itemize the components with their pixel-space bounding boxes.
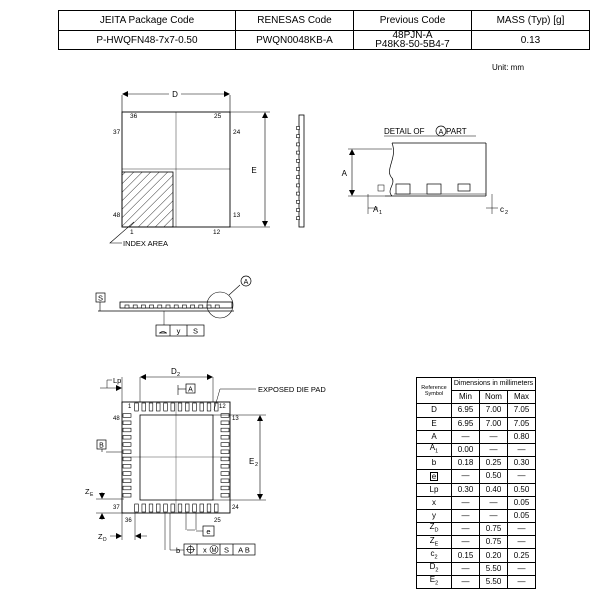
dimension-max: 0.05: [508, 496, 536, 509]
fcf-s: S: [223, 545, 230, 555]
terminal-pad: [199, 305, 203, 308]
dimension-symbol: [417, 404, 452, 417]
dimension-symbol: [417, 483, 452, 496]
side-tol-s: S: [192, 326, 199, 336]
pin-label-25: 25: [214, 113, 222, 120]
bottom-dim-lp: Lp: [113, 376, 122, 385]
exposed-die-pad-label: EXPOSED DIE PAD: [258, 385, 326, 394]
dimension-max: 0.30: [508, 457, 536, 470]
dimension-min: —: [452, 523, 480, 536]
dimension-row: [417, 496, 536, 509]
pin-label-37: 37: [113, 129, 121, 136]
terminal-pad: [133, 305, 137, 308]
terminal-pad: [123, 450, 131, 454]
dimension-row: [417, 549, 536, 562]
terminal-pad: [123, 472, 131, 476]
dimension-max: —: [508, 536, 536, 549]
dimension-min: —: [452, 562, 480, 575]
terminal-pad: [123, 435, 131, 439]
dimension-min: —: [452, 470, 480, 483]
fcf-ab: A B: [238, 545, 250, 555]
terminal-pad: [156, 504, 160, 512]
header-jeita: JEITA Package Code: [59, 11, 236, 31]
dimension-symbol-sub: 2: [435, 567, 439, 574]
pin-label-48: 48: [113, 212, 121, 219]
terminal-pad: [123, 421, 131, 425]
dimension-row: [417, 575, 536, 588]
dimension-symbol-text: E: [431, 418, 437, 428]
dimension-max: 7.05: [508, 417, 536, 430]
dimension-nom: —: [480, 496, 508, 509]
terminal-pad: [182, 305, 186, 308]
fcf-m: M: [211, 548, 217, 554]
terminal-pad: [191, 305, 195, 308]
dimension-symbol-text: Z: [429, 535, 435, 545]
dimension-symbol-text: b: [431, 458, 437, 468]
dimension-symbol: [417, 496, 452, 509]
dimension-nom: 0.20: [480, 549, 508, 562]
dimension-nom: 0.50: [480, 470, 508, 483]
terminal-pad: [142, 504, 146, 512]
dimension-max: —: [508, 443, 536, 456]
terminal-pad: [200, 504, 204, 512]
end-view: [297, 115, 305, 227]
terminal-pad: [123, 428, 131, 432]
terminal-pad: [142, 403, 146, 411]
terminal-pad: [123, 479, 131, 483]
dimension-table: [416, 377, 536, 589]
dimension-symbol: [417, 443, 452, 456]
terminal-pad: [221, 464, 229, 468]
terminal-pad: [297, 135, 300, 138]
dimension-max: —: [508, 562, 536, 575]
bottom-pin-24: 24: [232, 505, 239, 511]
dimension-symbol: [417, 457, 452, 470]
ref-header-line2: Symbol: [424, 390, 444, 397]
dimension-max: 0.80: [508, 430, 536, 443]
dimension-min: 0.18: [452, 457, 480, 470]
terminal-pad: [221, 493, 229, 497]
pin-label-13: 13: [233, 212, 241, 219]
terminal-pad: [200, 403, 204, 411]
terminal-pad: [149, 403, 153, 411]
dimension-max: 0.50: [508, 483, 536, 496]
dimension-min: —: [452, 536, 480, 549]
jeita-code: P-HWQFN48-7x7-0.50: [59, 31, 236, 50]
pin-label-24: 24: [233, 129, 241, 136]
bottom-dim-d2: D: [171, 367, 177, 376]
bottom-pin-37: 37: [113, 505, 120, 511]
terminal-pad: [297, 151, 300, 154]
dimension-nom: 0.75: [480, 523, 508, 536]
terminal-pad: [125, 305, 129, 308]
bottom-dim-ze: Z: [85, 487, 90, 496]
terminal-pad: [221, 428, 229, 432]
bottom-pin-48: 48: [113, 416, 120, 422]
terminal-pad: [221, 486, 229, 490]
dimension-row: [417, 417, 536, 430]
header-mass: MASS (Typ) [g]: [472, 11, 590, 31]
terminal-pad: [193, 403, 197, 411]
dimension-max: 0.05: [508, 509, 536, 522]
top-view: [110, 89, 270, 248]
terminal-pad: [297, 217, 300, 220]
previous-code-line1: 48PJN-A: [392, 30, 433, 41]
bottom-pin-36: 36: [125, 518, 132, 524]
terminal-pad: [297, 159, 300, 162]
bottom-datum-b: B: [99, 442, 104, 450]
terminal-pad: [171, 403, 175, 411]
mass-value: 0.13: [472, 31, 590, 50]
terminal-pad: [297, 200, 300, 203]
dimension-symbol: [417, 509, 452, 522]
terminal-pad: [158, 305, 162, 308]
dimension-symbol-text: Z: [429, 522, 435, 532]
terminal-pad: [149, 504, 153, 512]
ref-header-line1: Reference: [421, 384, 447, 391]
detail-dim-a1-sub: 1: [379, 210, 383, 216]
dimension-row: [417, 470, 536, 483]
pin-label-36: 36: [130, 113, 138, 120]
dimension-max: —: [508, 575, 536, 588]
detail-title-suffix: PART: [446, 127, 467, 136]
dimension-nom: —: [480, 430, 508, 443]
index-area-hatch: [122, 172, 173, 227]
dimension-nom: 0.75: [480, 536, 508, 549]
bottom-pin-25: 25: [214, 518, 221, 524]
dimension-symbol-text: Lp: [429, 484, 439, 494]
terminal-pad: [123, 486, 131, 490]
dimension-symbol-text: D: [431, 405, 437, 415]
terminal-pad: [215, 305, 219, 308]
dimension-symbol-text: A: [431, 431, 437, 441]
bottom-dim-d2-sub: 2: [177, 372, 181, 378]
dimension-min: —: [452, 430, 480, 443]
top-dim-d: D: [172, 90, 178, 99]
terminal-pad: [297, 176, 300, 179]
bottom-pin-12: 12: [219, 404, 226, 410]
dimension-nom: 5.50: [480, 575, 508, 588]
terminal-pad: [123, 493, 131, 497]
bottom-datum-a: A: [188, 386, 193, 394]
unit-label: Unit: mm: [492, 63, 524, 72]
index-area-label: INDEX AREA: [123, 239, 169, 248]
terminal-pad: [221, 450, 229, 454]
bottom-pitch-e: e: [206, 527, 211, 536]
terminal-pad: [141, 305, 145, 308]
dimension-min: 6.95: [452, 417, 480, 430]
dimension-symbol-text: c: [430, 548, 435, 558]
side-datum-s: S: [97, 293, 104, 303]
dimension-row: [417, 483, 536, 496]
dimension-nom: —: [480, 443, 508, 456]
dimension-min: 0.00: [452, 443, 480, 456]
dimension-row: [417, 523, 536, 536]
dimension-max: —: [508, 470, 536, 483]
terminal-pad: [207, 504, 211, 512]
terminal-pad: [166, 305, 170, 308]
dimension-symbol-text: x: [432, 497, 436, 507]
col-nom: Nom: [480, 391, 508, 404]
dimension-symbol: [417, 575, 452, 588]
terminal-pad: [207, 403, 211, 411]
bottom-pin-1: 1: [128, 404, 132, 410]
dimension-symbol-text: A: [429, 443, 436, 453]
dimension-symbol: [417, 523, 452, 536]
dimension-symbol-sub: 2: [434, 554, 438, 561]
terminal-pad: [193, 504, 197, 512]
fcf-x: x: [203, 545, 207, 555]
col-max: Max: [508, 391, 536, 404]
terminal-pad: [150, 305, 154, 308]
terminal-pad: [221, 479, 229, 483]
bottom-dim-e2-sub: 2: [255, 462, 259, 468]
detail-dim-c2: c: [500, 205, 504, 214]
terminal-pad: [123, 443, 131, 447]
dimension-symbol-sub: E: [434, 541, 439, 548]
dimension-nom: 5.50: [480, 562, 508, 575]
fcf-b: b: [176, 546, 181, 555]
pin-label-1: 1: [130, 229, 134, 236]
bottom-dim-ze-sub: E: [90, 492, 94, 498]
dimension-min: —: [452, 509, 480, 522]
dimension-min: 6.95: [452, 404, 480, 417]
terminal-pad: [221, 457, 229, 461]
dims-group-header: Dimensions in millimeters: [452, 378, 536, 391]
terminal-pad: [221, 472, 229, 476]
terminal-pad: [171, 504, 175, 512]
dimension-symbol: [417, 430, 452, 443]
dimension-symbol: [417, 536, 452, 549]
terminal-pad: [297, 184, 300, 187]
terminal-pad: [221, 414, 229, 418]
detail-dim-a: A: [341, 169, 347, 178]
bottom-view: [85, 367, 326, 555]
terminal-pad: [123, 457, 131, 461]
terminal-pad: [221, 421, 229, 425]
renesas-code: PWQN0048KB-A: [236, 31, 354, 50]
terminal-pad: [164, 403, 168, 411]
terminal-pad: [123, 414, 131, 418]
detail-title-prefix: DETAIL OF: [384, 127, 425, 136]
dimension-symbol: [417, 562, 452, 575]
dimension-row: [417, 509, 536, 522]
side-callout-a: A: [243, 279, 249, 286]
terminal-pad: [185, 403, 189, 411]
dimension-symbol-text: E: [429, 575, 436, 585]
dimension-min: 0.30: [452, 483, 480, 496]
terminal-pad: [174, 305, 178, 308]
terminal-pad: [297, 192, 300, 195]
side-view: [96, 276, 251, 336]
bottom-dim-zd-sub: D: [103, 537, 107, 543]
pin-label-12: 12: [213, 229, 221, 236]
terminal-pad: [221, 443, 229, 447]
top-dim-e: E: [251, 166, 257, 175]
dimension-symbol-sub: D: [434, 527, 439, 534]
dimension-row: [417, 536, 536, 549]
dimension-nom: —: [480, 509, 508, 522]
detail-dim-a1: A: [373, 205, 379, 214]
terminal-pad: [135, 504, 139, 512]
dimension-symbol-sub: 2: [435, 580, 439, 587]
bottom-dim-e2: E: [249, 457, 255, 466]
terminal-pad: [178, 403, 182, 411]
terminal-pad: [297, 209, 300, 212]
dimension-symbol-text: e: [431, 471, 437, 481]
detail-dim-c2-sub: 2: [505, 210, 509, 216]
dimension-row: [417, 457, 536, 470]
terminal-pad: [297, 143, 300, 146]
dimension-symbol: [417, 417, 452, 430]
dimension-max: 0.25: [508, 549, 536, 562]
dimension-symbol: [417, 470, 452, 483]
terminal-pad: [221, 435, 229, 439]
terminal-pad: [185, 504, 189, 512]
dimension-min: 0.15: [452, 549, 480, 562]
bottom-pin-13: 13: [232, 416, 239, 422]
dimension-symbol-sub: 1: [435, 448, 439, 455]
terminal-pad: [207, 305, 211, 308]
dimension-min: —: [452, 575, 480, 588]
dimension-row: [417, 404, 536, 417]
terminal-pad: [135, 403, 139, 411]
previous-code-line2: P48K8-50-5B4-7: [375, 39, 450, 50]
dimension-nom: 7.00: [480, 404, 508, 417]
dimension-min: —: [452, 496, 480, 509]
terminal-pad: [297, 168, 300, 171]
dimension-symbol: [417, 549, 452, 562]
dimension-max: —: [508, 523, 536, 536]
detail-circle-letter: A: [438, 129, 444, 136]
dimension-max: 7.05: [508, 404, 536, 417]
dimension-row: [417, 430, 536, 443]
dimension-nom: 7.00: [480, 417, 508, 430]
side-tol-y: y: [176, 326, 181, 336]
dimension-nom: 0.25: [480, 457, 508, 470]
header-renesas: RENESAS Code: [236, 11, 354, 31]
header-previous: Previous Code: [354, 11, 472, 31]
dimension-nom: 0.40: [480, 483, 508, 496]
terminal-pad: [156, 403, 160, 411]
col-min: Min: [452, 391, 480, 404]
dimension-row: [417, 562, 536, 575]
detail-a-view: [342, 126, 508, 216]
bottom-dim-zd: Z: [98, 532, 103, 541]
dimension-symbol-text: D: [429, 561, 436, 571]
dimension-symbol-text: y: [432, 510, 436, 520]
terminal-pad: [214, 504, 218, 512]
terminal-pad: [297, 127, 300, 130]
dimension-row: [417, 443, 536, 456]
terminal-pad: [164, 504, 168, 512]
terminal-pad: [123, 464, 131, 468]
exposed-die-pad: [140, 415, 213, 500]
terminal-pad: [178, 504, 182, 512]
ref-symbol-header: [417, 378, 452, 404]
